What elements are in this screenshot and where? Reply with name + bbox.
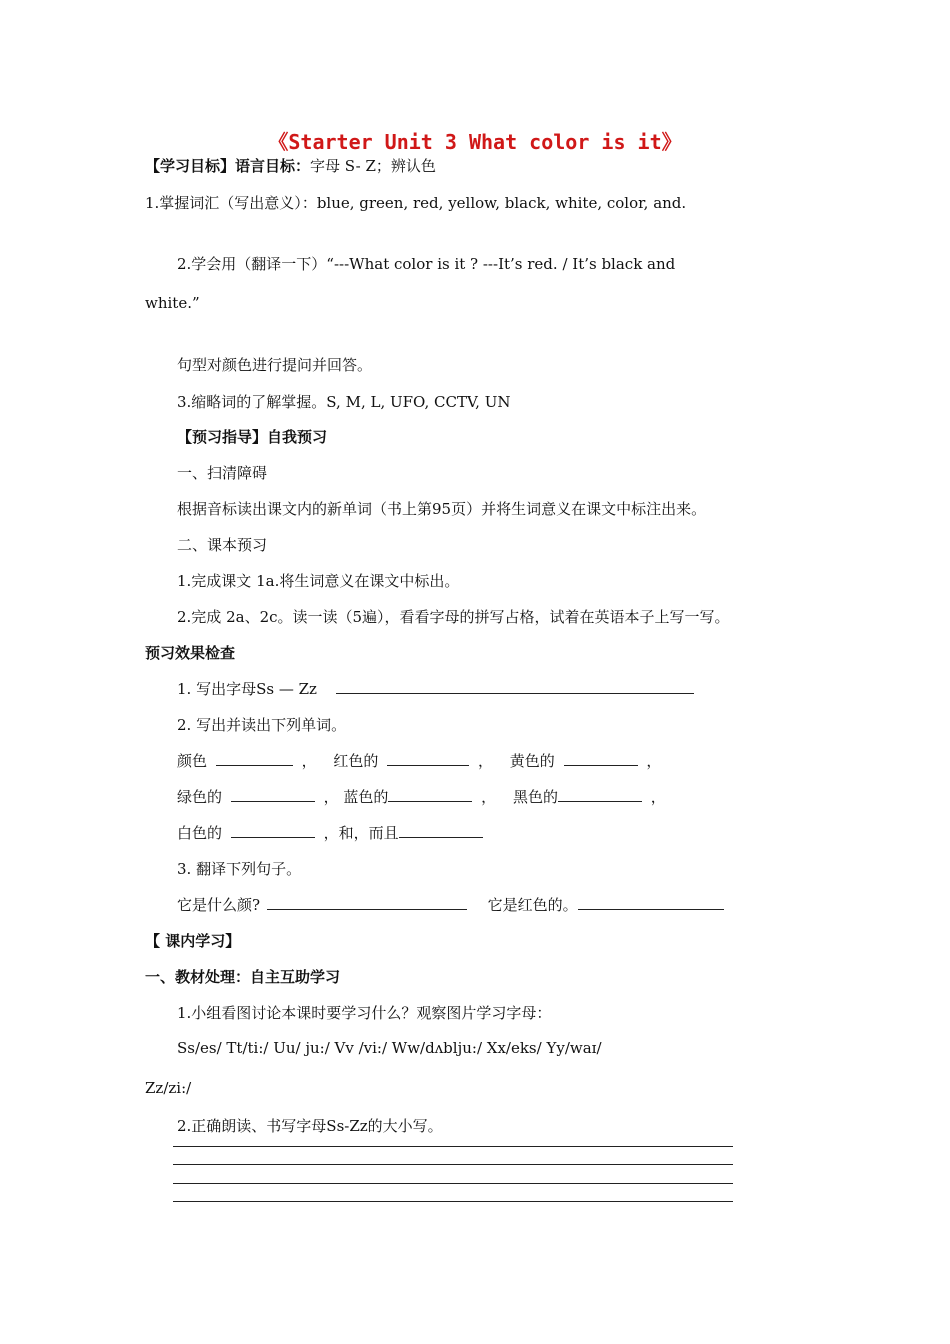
- check-q3: 3. 翻译下列句子。: [177, 860, 302, 878]
- goals-line: [145, 155, 436, 176]
- separator: ，: [646, 752, 662, 770]
- word-white: 白色的: [177, 824, 223, 842]
- answer-blank[interactable]: [267, 895, 467, 910]
- sentence-2: 它是红色的。: [487, 896, 578, 914]
- goal-item-3: 3.缩略词的了解掌握。S, M, L, UFO, CCTV, UN: [177, 393, 511, 411]
- word-row-1: [177, 750, 661, 771]
- goals-text: 字母 S- Z；辨认色: [310, 157, 436, 175]
- goal-item-1: 1.掌握词汇（写出意义）：blue, green, red, yellow, black, white, color, and.: [145, 194, 687, 212]
- answer-blank[interactable]: [388, 787, 472, 802]
- translate-row: [177, 894, 724, 915]
- writing-line[interactable]: [173, 1183, 733, 1184]
- word-row-2: [177, 786, 666, 807]
- answer-blank[interactable]: [558, 787, 642, 802]
- check-q1: [177, 678, 694, 699]
- writing-line[interactable]: [173, 1201, 733, 1202]
- writing-line[interactable]: [173, 1146, 733, 1147]
- lesson-item-1: 1.小组看图讨论本课时要学习什么？观察图片学习字母：: [177, 1004, 552, 1022]
- preview-item-1: 1.完成课文 1a.将生词意义在课文中标出。: [177, 572, 460, 590]
- goal-item-2: 2.学会用（翻译一下）“---What color is it ? ---It’s red. / It’s black and: [177, 255, 676, 273]
- separator: ，: [650, 788, 666, 806]
- check-heading: 预习效果检查: [145, 644, 236, 662]
- answer-blank[interactable]: [399, 823, 483, 838]
- word-blue: 蓝色的: [343, 788, 389, 806]
- preview-section-1: 一、扫清障碍: [177, 464, 268, 482]
- check-q1-text: 1. 写出字母Ss — Zz: [177, 680, 317, 698]
- document-title: 《Starter Unit 3 What color is it》: [268, 130, 682, 154]
- answer-blank[interactable]: [336, 679, 694, 694]
- answer-blank[interactable]: [231, 787, 315, 802]
- word-yellow: 黄色的: [509, 752, 555, 770]
- lesson-item-2: 2.正确朗读、书写字母Ss-Zz的大小写。: [177, 1117, 443, 1135]
- word-color: 颜色: [177, 752, 208, 770]
- goal-item-2-desc: 句型对颜色进行提问并回答。: [177, 356, 373, 374]
- phonetics-line: Ss/es/ Tt/ti:/ Uu/ ju:/ Vv /vi:/ Ww/dʌblju:/ Xx/eks/ Yy/waɪ/: [177, 1039, 602, 1057]
- check-q2: 2. 写出并读出下列单词。: [177, 716, 347, 734]
- answer-blank[interactable]: [578, 895, 724, 910]
- lesson-part-1: 一、教材处理：自主互助学习: [145, 968, 341, 986]
- goals-heading: 【学习目标】语言目标：: [145, 157, 311, 175]
- word-red: 红色的: [333, 752, 379, 770]
- answer-blank[interactable]: [387, 751, 469, 766]
- separator: ，: [477, 752, 493, 770]
- answer-blank[interactable]: [231, 823, 315, 838]
- writing-line[interactable]: [173, 1164, 733, 1165]
- answer-blank[interactable]: [564, 751, 638, 766]
- word-black: 黑色的: [512, 788, 558, 806]
- separator: ，: [481, 788, 497, 806]
- word-green: 绿色的: [177, 788, 223, 806]
- preview-item-2: 2.完成 2a、2c。读一读（5遍），看看字母的拼写占格，试着在英语本子上写一写。: [177, 608, 730, 626]
- separator: ，: [301, 752, 317, 770]
- phonetics-line-cont: Zz/zi:/: [145, 1079, 192, 1097]
- separator: ，: [323, 788, 339, 806]
- word-row-3: [177, 822, 483, 843]
- preview-section-1-text: 根据音标读出课文内的新单词（书上第95页）并将生词意义在课文中标注出来。: [177, 500, 707, 518]
- preview-heading: 【预习指导】自我预习: [177, 428, 328, 446]
- answer-blank[interactable]: [216, 751, 293, 766]
- sentence-1: 它是什么颜?: [177, 896, 261, 914]
- lesson-heading: 【 课内学习】: [145, 932, 241, 950]
- word-and: ，和，而且: [323, 824, 399, 842]
- preview-section-2: 二、课本预习: [177, 536, 268, 554]
- goal-item-2-cont: white.”: [145, 294, 200, 312]
